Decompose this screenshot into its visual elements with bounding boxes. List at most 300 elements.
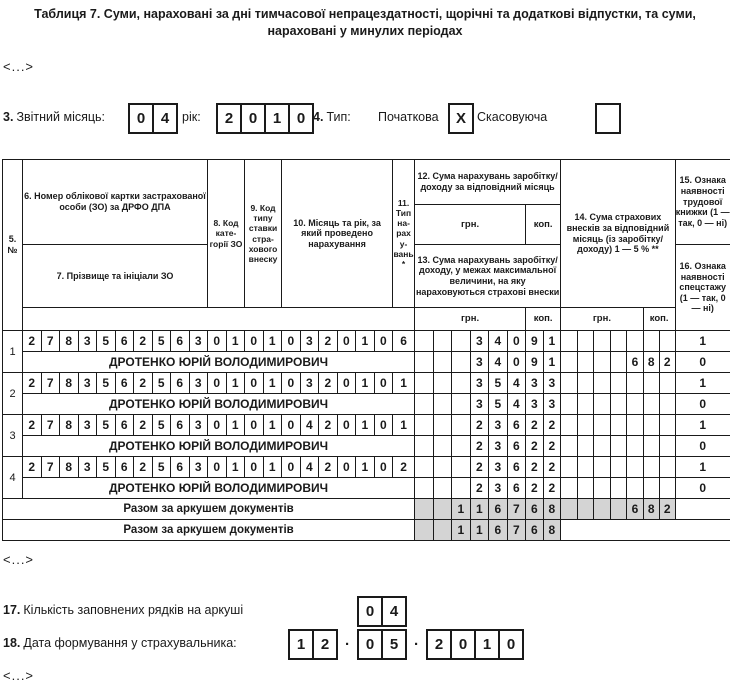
person-row-1-digits (3, 331, 730, 352)
sum14-cell: 8 (643, 352, 659, 373)
digit-cell: 1 (356, 415, 375, 436)
sum13-cell: 3 (489, 436, 508, 457)
digit-box: 1 (288, 629, 314, 660)
digit-cell: 0 (282, 457, 301, 478)
sum12-cell: 2 (470, 457, 489, 478)
field18-number: 18. (3, 636, 21, 650)
header-col14: 14. Сума страхових внесків за відповідний місяць (із заробітку/доходу) 1 — 5 % ** (561, 160, 676, 308)
total-sum14-cell (610, 499, 627, 520)
digit-cell: 6 (171, 415, 190, 436)
person-name: ДРОТЕНКО ЮРІЙ ВОЛОДИМИРОВИЧ (23, 352, 415, 373)
digit-cell: 3 (189, 331, 208, 352)
digit-cell: 6 (171, 373, 190, 394)
sum14-cell (659, 457, 675, 478)
sum13-cell (433, 352, 452, 373)
digit-cell: 1 (263, 457, 282, 478)
sum14-cell (627, 436, 644, 457)
sum14-cell (577, 436, 594, 457)
digit-cell: 4 (300, 415, 319, 436)
rows-container (3, 160, 730, 541)
field18-label: 18. Дата формування у страхувальника: (3, 636, 237, 650)
digit-cell: 0 (208, 457, 227, 478)
sum12-cell: 4 (489, 331, 508, 352)
table-gap (561, 520, 730, 541)
type-cancel-checkbox (595, 103, 621, 134)
digit-cell: 1 (393, 415, 415, 436)
sum13-cell (415, 352, 434, 373)
sum12-cell (452, 373, 471, 394)
digit-cell: 6 (115, 457, 134, 478)
flag15-cell: 1 (675, 415, 730, 436)
row-number: 1 (3, 331, 23, 373)
sum13-cell (433, 436, 452, 457)
digit-cell: 2 (23, 457, 42, 478)
digit-box: 0 (357, 629, 383, 660)
header-col12-kop: коп. (526, 205, 561, 245)
ellipsis-middle: <...> (3, 552, 35, 567)
digit-box: 1 (264, 103, 290, 134)
digit-cell: 0 (337, 373, 356, 394)
digit-cell: 2 (319, 373, 338, 394)
field4-label: 4. Тип: (313, 110, 351, 124)
sum12-cell: 3 (543, 373, 561, 394)
sum12-cell: 6 (507, 415, 526, 436)
total-sum-cell: 1 (470, 499, 489, 520)
sum13-cell (415, 394, 434, 415)
sum12-cell: 3 (470, 331, 489, 352)
total-sum-cell: 6 (489, 499, 508, 520)
date-separator: · (414, 636, 419, 653)
total-sum-cell (415, 499, 434, 520)
digit-box: 0 (498, 629, 524, 660)
digit-box: 4 (381, 596, 407, 627)
sum12-cell: 3 (526, 373, 544, 394)
digit-cell: 5 (97, 415, 116, 436)
sum12-cell (433, 457, 452, 478)
digit-cell: 0 (245, 415, 264, 436)
digit-cell: 2 (319, 457, 338, 478)
sum14-cell (561, 352, 578, 373)
sum13-cell: 3 (526, 394, 544, 415)
digit-cell: 5 (97, 373, 116, 394)
date-month-boxes (357, 629, 407, 660)
digit-cell: 1 (263, 331, 282, 352)
total-sum-cell (433, 520, 452, 541)
digit-cell: 2 (23, 331, 42, 352)
sum14-cell (643, 436, 659, 457)
sum13-cell: 2 (470, 478, 489, 499)
sum14-cell (594, 436, 611, 457)
header-col16: 16. Ознака наявності спецстажу (1 — так, 0 — ні) (675, 245, 730, 331)
sum14-cell (610, 352, 627, 373)
flag16-cell: 0 (675, 394, 730, 415)
sum14-cell (577, 457, 594, 478)
table7 (2, 159, 730, 541)
sum13-cell (452, 478, 471, 499)
digit-cell: 8 (60, 457, 79, 478)
page-title: Таблиця 7. Суми, нараховані за дні тимчасової непрацездатності, щорічні та додаткові відпустки, та суми, нараховані у минулих періодах (34, 7, 696, 38)
digit-box: 2 (426, 629, 452, 660)
digit-cell: 2 (23, 415, 42, 436)
digit-cell: 3 (189, 415, 208, 436)
sum13-cell: 6 (507, 436, 526, 457)
totals-row-1 (3, 499, 730, 520)
total-sum-cell: 1 (452, 499, 471, 520)
total-sum-cell (433, 499, 452, 520)
digit-cell: 6 (393, 331, 415, 352)
digit-box: 2 (216, 103, 242, 134)
sum13-cell (433, 394, 452, 415)
sum12-cell: 1 (543, 331, 561, 352)
sum14-cell (659, 415, 675, 436)
total-sum-cell: 7 (507, 499, 526, 520)
digit-cell: 3 (78, 373, 97, 394)
report-year-boxes (216, 103, 314, 134)
digit-cell: 2 (319, 415, 338, 436)
sum14-cell (577, 415, 594, 436)
digit-cell: 0 (337, 415, 356, 436)
total-sum14-cell: 8 (643, 499, 659, 520)
sum14-cell (627, 394, 644, 415)
digit-cell: 0 (374, 415, 393, 436)
digit-cell: 2 (134, 373, 153, 394)
header-row-1 (3, 160, 730, 205)
digit-cell: 2 (134, 415, 153, 436)
person-row-3-digits (3, 415, 730, 436)
digit-cell: 0 (208, 331, 227, 352)
sum14-cell (561, 478, 578, 499)
flag16-cell: 0 (675, 436, 730, 457)
total-sum-cell: 8 (543, 499, 561, 520)
digit-cell: 0 (208, 415, 227, 436)
digit-cell: 0 (245, 373, 264, 394)
sum13-cell (452, 352, 471, 373)
sum14-cell (610, 373, 627, 394)
digit-cell: 2 (134, 331, 153, 352)
sum12-cell: 4 (507, 373, 526, 394)
sum13-cell (433, 478, 452, 499)
sum12-cell (433, 415, 452, 436)
person-row-2-digits (3, 373, 730, 394)
digit-cell: 6 (115, 415, 134, 436)
sum14-cell (659, 478, 675, 499)
sum14-cell (610, 331, 627, 352)
digit-cell: 2 (134, 457, 153, 478)
header-col8: 8. Код категорії ЗО (208, 160, 245, 308)
digit-cell: 3 (300, 373, 319, 394)
sum14-cell (610, 457, 627, 478)
sum14-cell (659, 394, 675, 415)
digit-box: 5 (381, 629, 407, 660)
sum14-cell (610, 415, 627, 436)
sum12-cell: 9 (526, 331, 544, 352)
digit-cell: 0 (208, 373, 227, 394)
sum14-cell (643, 331, 659, 352)
sum12-cell (433, 331, 452, 352)
sum14-cell (659, 331, 675, 352)
digit-cell: 0 (337, 457, 356, 478)
digit-cell: 7 (41, 415, 60, 436)
header-col14-uah: грн. (561, 308, 644, 331)
sum14-cell (561, 373, 578, 394)
sum14-cell (594, 352, 611, 373)
sum14-cell (577, 352, 594, 373)
sum14-cell: 6 (627, 352, 644, 373)
header-col6: 6. Номер облікової картки застрахованої особи (ЗО) за ДРФО ДПА (23, 160, 208, 245)
sum14-cell (577, 478, 594, 499)
rows-count-boxes (357, 596, 407, 627)
digit-cell: 5 (97, 331, 116, 352)
digit-box: 1 (474, 629, 500, 660)
totals-label: Разом за аркушем документів (3, 499, 415, 520)
header-col12: 12. Сума нарахувань заробітку/доходу за відповідний місяць (415, 160, 561, 205)
digit-cell: 6 (115, 373, 134, 394)
field3-label: 3. Звітний місяць: (3, 110, 106, 124)
total-sum-cell: 1 (452, 520, 471, 541)
total-sum14-cell (577, 499, 594, 520)
total-sum-cell: 6 (526, 499, 544, 520)
digit-cell: 1 (226, 373, 245, 394)
sum13-cell: 9 (526, 352, 544, 373)
person-row-1-name (3, 352, 730, 373)
total-sum14-cell (561, 499, 578, 520)
sum14-cell (561, 415, 578, 436)
sum12-cell: 2 (526, 415, 544, 436)
sum14-cell (561, 394, 578, 415)
total-sum-cell: 6 (526, 520, 544, 541)
sum12-cell (415, 373, 434, 394)
digit-cell: 1 (356, 331, 375, 352)
sum12-cell: 3 (489, 415, 508, 436)
sum14-cell (594, 478, 611, 499)
report-month-boxes (128, 103, 178, 134)
sum12-cell: 6 (507, 457, 526, 478)
digit-cell: 5 (152, 373, 171, 394)
sum14-cell (561, 436, 578, 457)
sum14-cell (643, 457, 659, 478)
person-row-3-name (3, 436, 730, 457)
total-sum14-cell (594, 499, 611, 520)
type-initial-checkbox (448, 103, 474, 134)
header-col5: 5. № (3, 160, 23, 331)
person-row-4-name (3, 478, 730, 499)
digit-cell: 1 (226, 457, 245, 478)
digit-cell: 3 (189, 457, 208, 478)
digit-cell: 3 (189, 373, 208, 394)
sum12-cell (452, 457, 471, 478)
sum14-cell (643, 394, 659, 415)
sum12-cell: 5 (489, 373, 508, 394)
digit-cell: 0 (374, 457, 393, 478)
flag15-cell: 1 (675, 373, 730, 394)
sum13-cell: 5 (489, 394, 508, 415)
digit-cell: 7 (41, 457, 60, 478)
digit-box: 0 (288, 103, 314, 134)
digit-cell: 6 (171, 457, 190, 478)
sum14-cell (577, 373, 594, 394)
sum13-cell: 3 (489, 478, 508, 499)
sum13-cell (452, 394, 471, 415)
header-col13-uah: грн. (415, 308, 526, 331)
year-label: рік: (182, 110, 201, 124)
person-name: ДРОТЕНКО ЮРІЙ ВОЛОДИМИРОВИЧ (23, 394, 415, 415)
sum14-cell (643, 415, 659, 436)
field3-number: 3. (3, 110, 14, 124)
field4-number: 4. (313, 110, 324, 124)
type-initial-label: Початкова (378, 110, 439, 124)
sum14-cell (594, 394, 611, 415)
ellipsis-bottom: <...> (3, 668, 35, 683)
field17-label: 17. Кількість заповнених рядків на аркуші (3, 603, 244, 617)
date-boxes (288, 629, 524, 660)
total-sum14-cell: 6 (627, 499, 644, 520)
digit-cell: 5 (152, 331, 171, 352)
digit-box: 4 (152, 103, 178, 134)
sum12-cell: 2 (543, 457, 561, 478)
header-col13: 13. Сума нарахувань заробітку/доходу, у межах максимальної величини, на яку нараховуються страхові внески (415, 245, 561, 308)
sum12-cell (415, 415, 434, 436)
sum13-cell (415, 436, 434, 457)
sum14-cell (610, 436, 627, 457)
digit-cell: 1 (393, 373, 415, 394)
digit-cell: 1 (226, 331, 245, 352)
sum14-cell (627, 478, 644, 499)
person-name: ДРОТЕНКО ЮРІЙ ВОЛОДИМИРОВИЧ (23, 436, 415, 457)
totals-label: Разом за аркушем документів (3, 520, 415, 541)
header-col10: 10. Місяць та рік, за який проведено нарахування (282, 160, 393, 308)
sum13-cell (452, 436, 471, 457)
digit-box: 0 (240, 103, 266, 134)
date-separator: · (345, 636, 350, 653)
digit-box: 0 (450, 629, 476, 660)
person-row-4-digits (3, 457, 730, 478)
digit-cell: 0 (337, 331, 356, 352)
digit-cell: 1 (263, 415, 282, 436)
flag16-cell: 0 (675, 478, 730, 499)
digit-cell: 1 (356, 457, 375, 478)
sum14-cell (594, 457, 611, 478)
digit-cell: 1 (263, 373, 282, 394)
sum12-cell: 2 (543, 415, 561, 436)
sum13-cell: 4 (489, 352, 508, 373)
digit-cell: 5 (97, 457, 116, 478)
digit-cell: 6 (115, 331, 134, 352)
sum14-cell: 2 (659, 352, 675, 373)
digit-cell: 8 (60, 373, 79, 394)
sum13-cell: 6 (507, 478, 526, 499)
sum12-cell (433, 373, 452, 394)
digit-cell: 7 (41, 373, 60, 394)
sum12-cell: 2 (526, 457, 544, 478)
row-number: 2 (3, 373, 23, 415)
person-name: ДРОТЕНКО ЮРІЙ ВОЛОДИМИРОВИЧ (23, 478, 415, 499)
table-gap (675, 499, 730, 520)
header-col11: 11. Тип нарахувань* (393, 160, 415, 308)
totals-row-2 (3, 520, 730, 541)
sum14-cell (610, 478, 627, 499)
digit-cell: 3 (78, 331, 97, 352)
sum12-cell: 0 (507, 331, 526, 352)
sum13-cell: 2 (543, 478, 561, 499)
header-empty-cell (23, 308, 415, 331)
sum13-cell: 0 (507, 352, 526, 373)
sum12-cell (452, 415, 471, 436)
sum14-cell (594, 415, 611, 436)
flag15-cell: 1 (675, 331, 730, 352)
digit-cell: 0 (374, 373, 393, 394)
total-sum-cell: 7 (507, 520, 526, 541)
digit-cell: 4 (300, 457, 319, 478)
digit-cell: 7 (41, 331, 60, 352)
total-sum-cell: 1 (470, 520, 489, 541)
digit-cell: 5 (152, 415, 171, 436)
digit-cell: 0 (282, 373, 301, 394)
digit-box: 2 (312, 629, 338, 660)
header-col14-kop: коп. (643, 308, 675, 331)
header-col15: 15. Ознака наявності трудової книжки (1 — так, 0 — ні) (675, 160, 730, 245)
sum14-cell (627, 415, 644, 436)
total-sum-cell: 8 (543, 520, 561, 541)
sum12-cell (452, 331, 471, 352)
sum13-cell: 2 (543, 436, 561, 457)
header-col7: 7. Прізвище та ініціали ЗО (23, 245, 208, 308)
digit-cell: 8 (60, 415, 79, 436)
flag16-cell: 0 (675, 352, 730, 373)
sum14-cell (627, 457, 644, 478)
date-year-boxes (426, 629, 524, 660)
sum14-cell (561, 331, 578, 352)
digit-cell: 5 (152, 457, 171, 478)
sum14-cell (594, 373, 611, 394)
sum13-cell: 1 (543, 352, 561, 373)
sum13-cell: 3 (470, 352, 489, 373)
sum12-cell (415, 331, 434, 352)
header-row-4 (3, 308, 730, 331)
digit-cell: 3 (78, 415, 97, 436)
row-number: 3 (3, 415, 23, 457)
ellipsis-top: <...> (3, 59, 35, 74)
sum14-cell (561, 457, 578, 478)
digit-cell: 2 (393, 457, 415, 478)
sum14-cell (627, 373, 644, 394)
sum14-cell (659, 373, 675, 394)
digit-cell: 3 (300, 331, 319, 352)
sum14-cell (610, 394, 627, 415)
sum13-cell: 2 (526, 436, 544, 457)
sum14-cell (577, 394, 594, 415)
digit-cell: 6 (171, 331, 190, 352)
sum14-cell (627, 331, 644, 352)
digit-cell: 8 (60, 331, 79, 352)
sum14-cell (643, 478, 659, 499)
sum14-cell (643, 373, 659, 394)
digit-cell: 2 (319, 331, 338, 352)
header-col9: 9. Код типу ставки страхового внеску (245, 160, 282, 308)
digit-cell: 0 (374, 331, 393, 352)
digit-box: 0 (357, 596, 383, 627)
sum14-cell (659, 436, 675, 457)
type-cancel-label: Скасовуюча (477, 110, 548, 124)
sum14-cell (577, 331, 594, 352)
sum13-cell: 2 (526, 478, 544, 499)
digit-cell: 1 (356, 373, 375, 394)
digit-cell: 3 (78, 457, 97, 478)
sum13-cell (415, 478, 434, 499)
digit-box: 0 (128, 103, 154, 134)
sum14-cell (594, 331, 611, 352)
sum12-cell: 2 (470, 415, 489, 436)
person-row-2-name (3, 394, 730, 415)
